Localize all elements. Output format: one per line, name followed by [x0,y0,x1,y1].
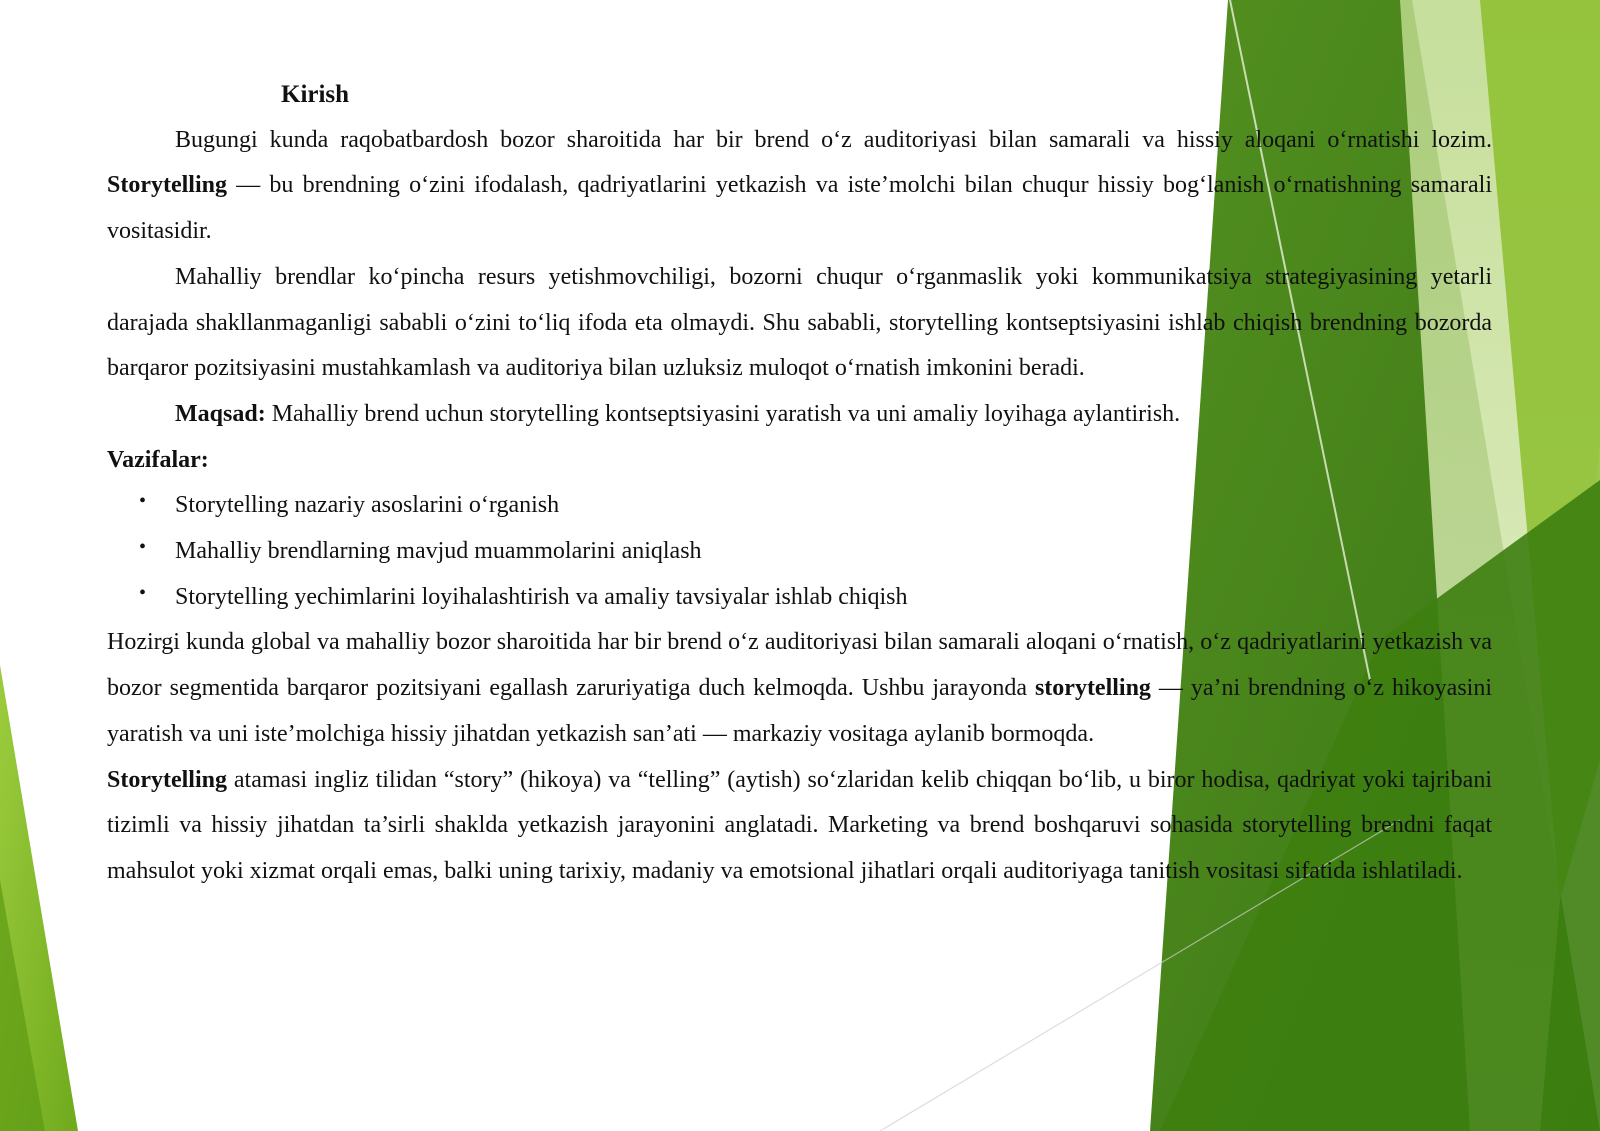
bullet: • [139,581,147,604]
intro-paragraph-1 [107,118,1492,255]
intro-text-a: Bugungi kunda raqobatbardosh bozor sharoitida har bir brend o‘z auditoriyasi bilan samarali va hissiy aloqani o‘rnatishi lozim. [175,126,1492,153]
task-text: Mahalliy brendlarning mavjud muammolarini aniqlash [175,538,702,565]
body-paragraph-2 [107,758,1492,895]
body-text-c: — ya’ni brendning o‘z hikoyasini yaratish va uni iste’molchiga hissiy jihatdan yetkazish san’ati — markaziy vositaga aylanib bormoqda. [107,675,1493,747]
body-text-a: Hozirgi kunda global va mahalliy bozor sharoitida har bir brend o‘z auditoriyasi bilan samarali aloqani o‘rnatish, o‘z qadriyatlarini yetkazish va bozor segmentida barqaror pozitsiyani egallash zaruriyatiga duch kelmoqda. Ushbu jarayonda [107,629,1492,702]
intro-term: Storytelling [107,172,227,199]
section-heading: Kirish [281,81,350,108]
list-item [107,483,1492,529]
body-term-2: Storytelling [107,766,227,793]
bullet: • [139,490,147,513]
intro-text-c: — bu brendning o‘zini ifodalash, qadriyatlarini yetkazish va iste’molchi bilan chuqur hissiy bog‘lanish o‘rnatishning samarali vositasidir. [107,172,1492,245]
bullet: • [139,536,147,559]
list-item [107,529,1492,575]
tasks-label: Vazifalar: [107,446,209,473]
goal-label: Maqsad: [175,400,266,427]
task-text: Storytelling nazariy asoslarini o‘rganish [175,492,560,519]
goal-paragraph [107,392,1492,438]
intro-paragraph-2: Mahalliy brendlar ko‘pincha resurs yetishmovchiligi, bozorni chuqur o‘rganmaslik yoki kommunikatsiya strategiyasining yetarli darajada shakllanmaganligi sababli o‘zini to‘liq ifoda eta olmaydi. Shu sababli, storytelling kontseptsiyasini ishlab chiqish brendning bozorda barqaror pozitsiyasini mustahkamlash va auditoriya bilan uzluksiz muloqot o‘rnatish imkonini beradi. [107,263,1492,382]
body-text-2: atamasi ingliz tilidan “story” (hikoya) va “telling” (aytish) so‘zlaridan kelib chiqqan bo‘lib, u biror hodisa, qadriyat yoki tajribani tizimli va hissiy jihatdan ta’sirli shaklda yetkazish jarayonini anglatadi. Marketing va brend boshqaruvi sohasida storytelling brendni faqat mahsulot yoki xizmat orqali emas, balki uning tarixiy, madaniy va emotsional jihatlari orqali auditoriyaga tanitish vositasi sifatida ishlatiladi. [107,766,1492,884]
body-paragraph-1 [107,620,1492,757]
task-text: Storytelling yechimlarini loyihalashtirish va amaliy tavsiyalar ishlab chiqish [175,583,908,610]
body-term: storytelling [1034,675,1151,702]
list-item [107,575,1492,621]
slide-content [107,72,1492,895]
goal-text: Mahalliy brend uchun storytelling kontseptsiyasini yaratish va uni amaliy loyihaga aylantirish. [265,400,1181,427]
task-list [107,483,1492,620]
